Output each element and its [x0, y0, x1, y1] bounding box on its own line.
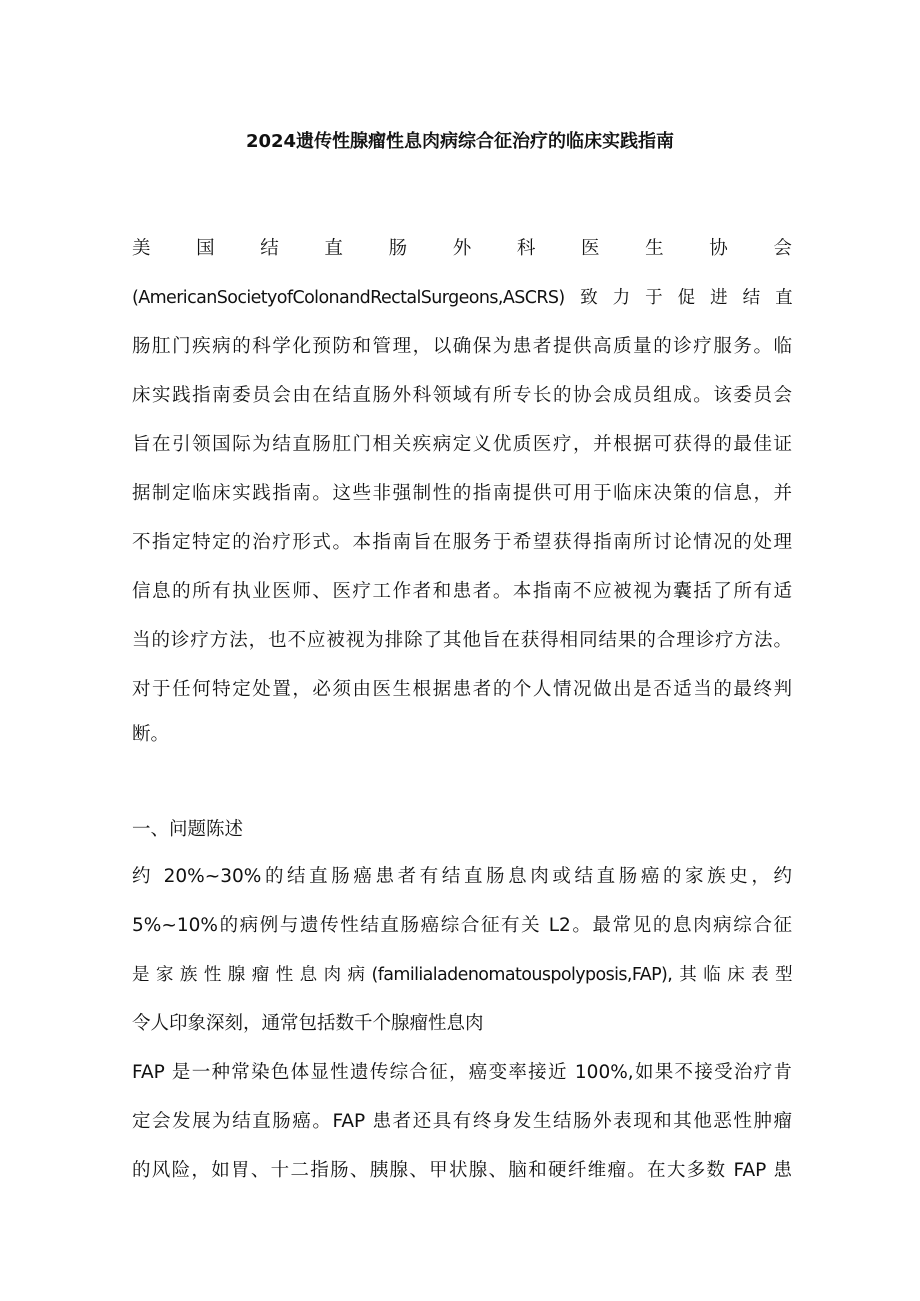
intro-line: 床实践指南委员会由在结直肠外科领域有所专长的协会成员组成。该委员会 — [132, 385, 792, 406]
intro-char: 科 — [516, 238, 536, 259]
intro-line: 当的诊疗方法，也不应被视为排除了其他旨在获得相同结果的合理诊疗方法。 — [132, 630, 792, 651]
document-title: 2024遗传性腺瘤性息肉病综合征治疗的临床实践指南 — [245, 131, 675, 152]
intro-char: 生 — [645, 238, 664, 259]
intro-line: 对于任何特定处置，必须由医生根据患者的个人情况做出是否适当的最终判 — [132, 679, 792, 700]
intro-char: 直 — [324, 238, 343, 259]
intro-line: 信息的所有执业医师、医疗工作者和患者。本指南不应被视为囊括了所有适 — [132, 581, 792, 602]
intro-line: 据制定临床实践指南。这些非强制性的指南提供可用于临床决策的信息，并 — [132, 483, 792, 504]
para1-line: 5%~10%的病例与遗传性结直肠癌综合征有关 L2。最常见的息肉病综合征 — [132, 915, 792, 936]
intro-line: 旨在引领国际为结直肠肛门相关疾病定义优质医疗，并根据可获得的最佳证 — [132, 434, 792, 455]
para2-line: FAP 是一种常染色体显性遗传综合征，癌变率接近 100%,如果不接受治疗肯 — [132, 1062, 792, 1083]
para2-line: 定会发展为结直肠癌。FAP 患者还具有终身发生结肠外表现和其他恶性肿瘤 — [132, 1111, 792, 1132]
intro-char: 结 — [260, 238, 279, 259]
section-heading: 一、问题陈述 — [132, 819, 244, 840]
intro-char: 会 — [773, 238, 792, 259]
para1-line: 令人印象深刻，通常包括数千个腺瘤性息肉 — [132, 1013, 484, 1034]
intro-spread-line — [132, 234, 792, 264]
intro-line: 肠肛门疾病的科学化预防和管理，以确保为患者提供高质量的诊疗服务。临 — [132, 336, 792, 357]
intro-char: 外 — [452, 238, 472, 259]
intro-char: 医 — [580, 238, 600, 259]
intro-char: 美 — [132, 238, 151, 259]
intro-line: 不指定特定的治疗形式。本指南旨在服务于希望获得指南所讨论情况的处理 — [132, 532, 792, 553]
para2-line: 的风险，如胃、十二指肠、胰腺、甲状腺、脑和硬纤维瘤。在大多数 FAP 患 — [132, 1160, 792, 1181]
intro-line: 断。 — [132, 724, 170, 745]
para1-line: 是家族性腺瘤性息肉病(familialadenomatouspolyposis,FAP),其临床表型 — [132, 965, 792, 985]
para1-line: 约 20%~30%的结直肠癌患者有结直肠息肉或结直肠癌的家族史，约 — [132, 866, 792, 887]
intro-line: (AmericanSocietyofColonandRectalSurgeons,ASCRS)致力于促进结直 — [132, 288, 792, 308]
intro-char: 国 — [196, 238, 215, 259]
intro-char: 肠 — [388, 238, 408, 259]
intro-char: 协 — [709, 238, 728, 259]
